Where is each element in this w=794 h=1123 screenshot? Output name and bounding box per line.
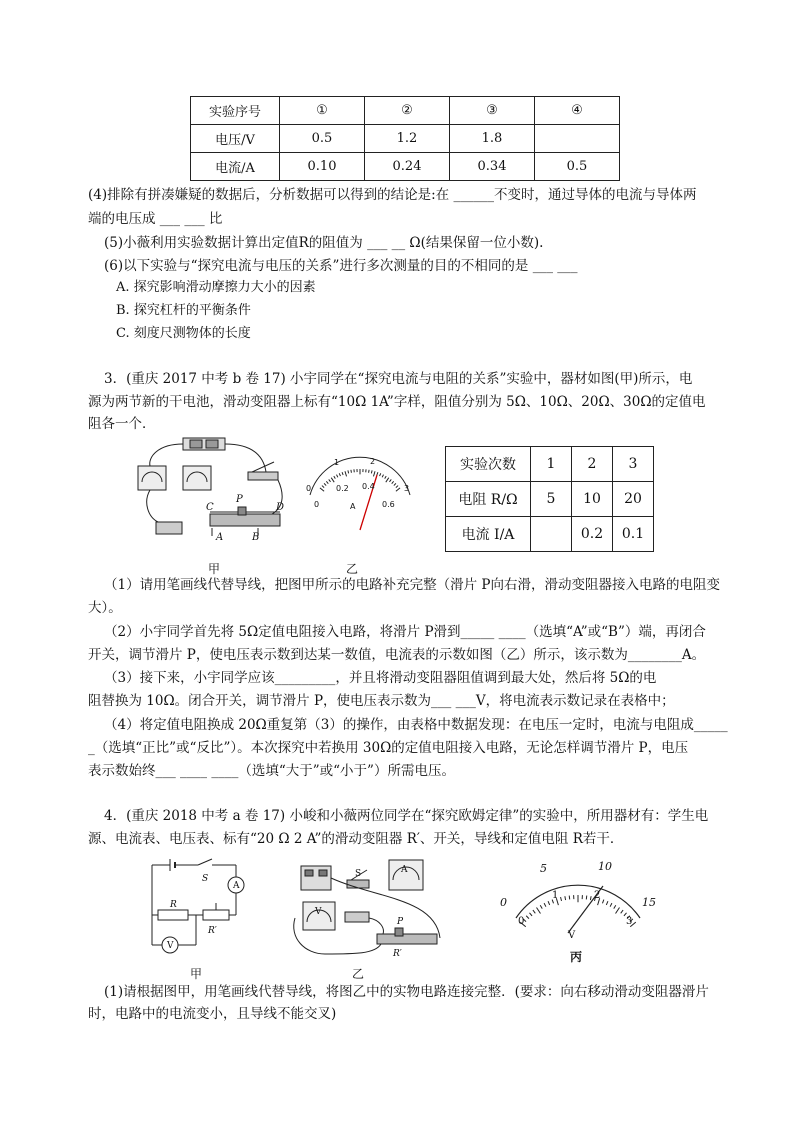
svg-text:D: D	[276, 502, 285, 513]
q2-purpose-question: (6)以下实验与“探究电流与电压的关系”进行多次测量的目的不相同的是 ___ ___	[104, 258, 578, 274]
dial-tick	[329, 479, 331, 481]
svg-text:S: S	[355, 869, 362, 879]
svg-text:V: V	[568, 930, 576, 941]
dial-tick	[614, 905, 616, 908]
dial-tick	[544, 903, 546, 907]
svg-text:2: 2	[370, 457, 376, 466]
q3-stem-line3: 阻各一个．	[88, 416, 156, 432]
svg-text:3: 3	[404, 484, 410, 493]
svg-text:0.6: 0.6	[382, 500, 395, 509]
q4-fig-yi-caption: 乙	[352, 967, 365, 981]
svg-text:B: B	[252, 532, 260, 543]
dial-tick	[548, 901, 550, 905]
table1-cell: 0.5	[535, 153, 620, 181]
dial-tick	[610, 903, 612, 907]
q4-fig-jia-caption: 甲	[190, 967, 203, 981]
dial-tick	[389, 479, 391, 481]
dial-tick	[320, 488, 324, 491]
q3-part4-line1: （4）将定值电阻换成 20Ω重复第（3）的操作，由表格中数据发现：在电压一定时，电流与电阻成_____	[104, 717, 728, 733]
dial-tick	[336, 475, 337, 478]
svg-text:10: 10	[598, 860, 612, 873]
table1-cell	[535, 125, 620, 153]
dial-tick	[342, 472, 343, 475]
table2-row	[446, 447, 654, 482]
svg-text:15: 15	[642, 896, 656, 909]
dial-tick	[529, 913, 532, 916]
dial-tick	[396, 486, 398, 488]
q3-ammeter-dial	[300, 455, 420, 525]
table1-cell: 1.2	[365, 125, 450, 153]
table1-cell: ③	[450, 97, 535, 125]
svg-text:A: A	[216, 532, 224, 543]
dial-tick	[602, 900, 603, 904]
dial-tick	[326, 481, 328, 483]
q2-option-c: C. 刻度尺测物体的长度	[116, 326, 251, 341]
dial-tick	[331, 478, 334, 482]
dial-tick	[561, 897, 562, 901]
q3-stem-line1: 3．(重庆 2017 中考 b 卷 17) 小宇同学在“探究电流与电阻的关系”实验中，器材如图(甲)所示，电	[104, 371, 693, 387]
dial-tick	[373, 471, 375, 476]
svg-text:A: A	[401, 865, 408, 875]
dial-tick	[590, 896, 591, 900]
data-table-voltage-current	[190, 96, 620, 181]
table1-cell: 0.34	[450, 153, 535, 181]
table2-row	[446, 482, 654, 517]
q3-stem-line2: 源为两节新的干电池，滑动变阻器上标有“10Ω 1A”字样，阻值分别为 5Ω、10Ω、20Ω、30Ω的定值电	[88, 394, 706, 410]
dial-tick	[339, 473, 340, 476]
dial-tick	[616, 908, 620, 914]
q3-part1-line2: 大）。	[88, 600, 122, 616]
q3-part4-line2: _（选填“正比”或“反比”）。本次探究中若换用 30Ω的定值电阻接入电路，无论怎样调节滑片 P，电压	[88, 740, 689, 756]
q4-fig-bing-caption: 丙	[570, 950, 583, 964]
svg-text:P: P	[236, 494, 243, 505]
svg-text:0: 0	[314, 500, 320, 509]
table2-cell: 电阻 R/Ω	[446, 482, 531, 517]
svg-text:3: 3	[626, 916, 633, 927]
dial-tick	[533, 910, 535, 913]
table1-row	[191, 97, 620, 125]
table1-row	[191, 153, 620, 181]
q4-part1-line2: 时，电路中的电流变小，且导线不能交叉)	[88, 1006, 337, 1022]
q2-conclusion-line2: 端的电压成 ___ ___ 比	[88, 211, 223, 227]
dial-tick	[345, 471, 347, 476]
q3-part4-line3: 表示数始终___ ____ ____（选填“大于”或“小于”）所需电压。	[88, 763, 455, 779]
dial-tick	[565, 896, 566, 900]
svg-text:R: R	[170, 900, 177, 910]
table2-cell: 5	[531, 482, 572, 517]
dial-tick	[324, 483, 326, 485]
dial-tick	[351, 470, 352, 473]
q4-stem-line2: 源、电流表、电压表、标有“20 Ω 2 A”的滑动变阻器 R′、开关，导线和定值电阻 R若干．	[88, 831, 624, 847]
svg-text:0: 0	[500, 896, 507, 909]
svg-text:1: 1	[334, 458, 340, 467]
svg-text:0: 0	[306, 484, 312, 493]
svg-text:V: V	[315, 907, 322, 917]
table1-cell: ④	[535, 97, 620, 125]
q2-option-a: A. 探究影响滑动摩擦力大小的因素	[116, 280, 316, 295]
dial-tick	[394, 483, 396, 485]
table2-cell: 10	[572, 482, 613, 517]
svg-text:0: 0	[518, 916, 525, 927]
q2-option-b: B. 探究杠杆的平衡条件	[116, 303, 251, 318]
table2-cell: 实验次数	[446, 447, 531, 482]
svg-text:A: A	[350, 502, 356, 511]
table2-cell: 1	[531, 447, 572, 482]
q3-part3-line2: 阻替换为 10Ω。闭合开关，调节滑片 P，使电压表示数为___ ___V，将电流表示数记录在表格中；	[88, 693, 675, 709]
dial-tick	[377, 472, 378, 475]
q3-part3-line1: （3）接下来，小宇同学应该_________，并且将滑动变阻器阻值调到最大处，然后将 5Ω的电	[104, 670, 657, 686]
svg-text:P: P	[397, 917, 404, 927]
dial-tick	[382, 475, 383, 478]
table2-cell: 20	[613, 482, 654, 517]
dial-tick	[322, 486, 324, 488]
q4-circuit-diagram	[148, 855, 248, 955]
svg-text:0.4: 0.4	[362, 482, 375, 491]
q4-part1-line1: (1)请根据图甲，用笔画线代替导线，将图乙中的实物电路连接完整．(要求：向右移动滑动变阻器滑片	[104, 984, 709, 1000]
dial-tick	[536, 908, 540, 914]
table1-row	[191, 125, 620, 153]
table2-cell: 电流 I/A	[446, 517, 531, 552]
dial-tick	[621, 910, 623, 913]
table1-cell: 1.8	[450, 125, 535, 153]
q3-data-table	[445, 446, 654, 552]
dial-tick	[348, 470, 349, 473]
table2-cell: 0.2	[572, 517, 613, 552]
table1-cell: 0.10	[280, 153, 365, 181]
q2-resistance-question: (5)小薇利用实验数据计算出定值R的阻值为 ___ __ Ω(结果保留一位小数).	[104, 235, 544, 251]
dial-tick	[540, 905, 542, 908]
table2-cell: 2	[572, 447, 613, 482]
dial-tick	[606, 901, 608, 905]
table1-cell: 实验序号	[191, 97, 280, 125]
table2-cell: 0.1	[613, 517, 654, 552]
table2-row	[446, 517, 654, 552]
table1-cell: ①	[280, 97, 365, 125]
q4-physical-circuit	[285, 858, 455, 963]
svg-text:2: 2	[594, 890, 601, 901]
dial-tick	[526, 916, 529, 919]
q3-fig-yi-caption: 乙	[346, 562, 359, 576]
q3-part2-line2: 开关，调节滑片 P，使电压表示数到达某一数值，电流表的示数如图（乙）所示，该示数为________A。	[88, 647, 706, 663]
table1-cell: ②	[365, 97, 450, 125]
q3-fig-jia-caption: 甲	[208, 562, 221, 576]
dial-tick	[380, 473, 381, 476]
table1-cell: 电压/V	[191, 125, 280, 153]
dial-tick	[385, 476, 387, 479]
table1-cell: 0.5	[280, 125, 365, 153]
q4-stem-line1: 4．(重庆 2018 中考 a 卷 17) 小峻和小薇两位同学在“探究欧姆定律”的实验中，所用器材有：学生电	[104, 808, 709, 824]
svg-text:A: A	[233, 881, 240, 891]
svg-text:S: S	[202, 874, 209, 884]
dial-tick	[386, 478, 389, 482]
q4-voltmeter-dial	[498, 858, 658, 948]
svg-text:R′: R′	[393, 949, 402, 959]
table1-cell: 电流/A	[191, 153, 280, 181]
svg-text:5: 5	[540, 862, 547, 875]
q3-apparatus-figure	[128, 432, 298, 557]
svg-text:1: 1	[552, 890, 559, 901]
svg-text:C: C	[206, 502, 214, 513]
table2-cell	[531, 517, 572, 552]
dial-tick	[369, 470, 370, 473]
svg-text:R′: R′	[208, 926, 217, 936]
q3-part1-line1: （1）请用笔画线代替导线，把图甲所示的电路补充完整（滑片 P向右滑，滑动变阻器接入电路的电阻变	[104, 577, 720, 593]
table2-cell: 3	[613, 447, 654, 482]
dial-tick	[396, 488, 400, 491]
q3-part2-line1: （2）小宇同学首先将 5Ω定值电阻接入电路，将滑片 P滑到_____ ____（选填“A”或“B”）端，再闭合	[104, 624, 706, 640]
dial-tick	[371, 470, 372, 473]
svg-text:V: V	[167, 941, 174, 951]
dial-tick	[392, 481, 394, 483]
dial-tick	[334, 476, 336, 479]
svg-text:0.2: 0.2	[336, 484, 349, 493]
table1-cell: 0.24	[365, 153, 450, 181]
q2-conclusion-line1: (4)排除有拼凑嫌疑的数据后，分析数据可以得到的结论是:在 ______不变时，通过导体的电流与导体两	[88, 187, 697, 203]
